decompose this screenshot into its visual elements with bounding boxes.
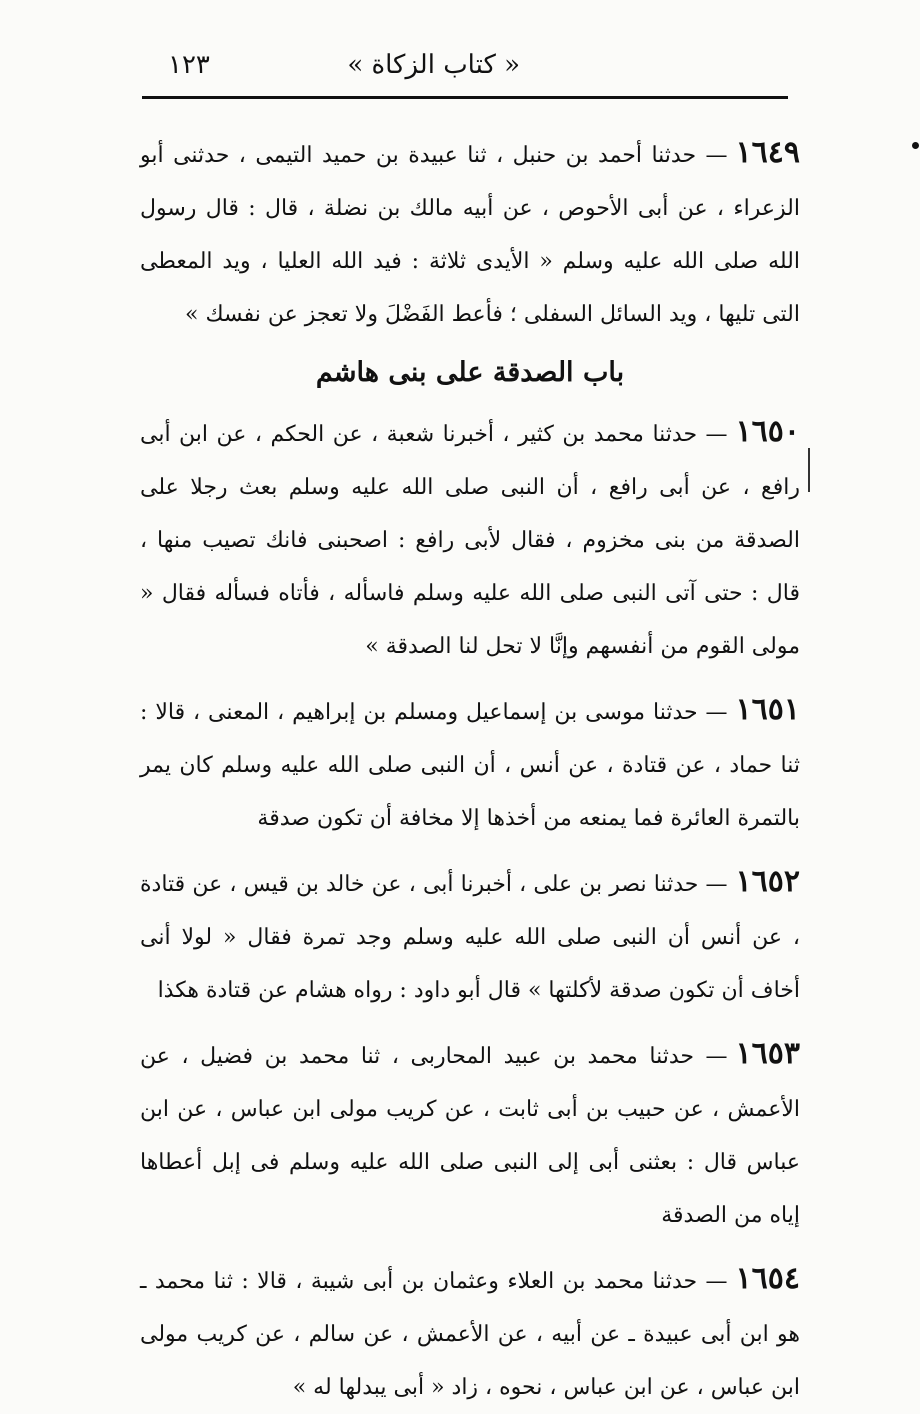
- hadith-text: — حدثنا أحمد بن حنبل ، ثنا عبيدة بن حميد التيمى ، حدثنى أبو الزعراء ، عن أبى الأحوص ، عن أبيه مالك بن نضلة ، قال : قال رسول الله صلى الله عليه وسلم « الأيدى ثلاثة : فيد الله العليا ، ويد المعطى التى تليها ، ويد السائل السفلى ؛ فأعط الفَضْلَ ولا تعجز عن نفسك »: [140, 143, 800, 327]
- hadith-text: — حدثنا محمد بن كثير ، أخبرنا شعبة ، عن الحكم ، عن ابن أبى رافع ، عن أبى رافع ، أن النبى صلى الله عليه وسلم بعث رجلا على الصدقة من بنى مخزوم ، فقال لأبى رافع : اصحبنى فانك تصيب منها ، قال : حتى آتى النبى صلى الله عليه وسلم فاسأله ، فأتاه فسأله فقال « مولى القوم من أنفسهم وإنَّا لا تحل لنا الصدقة »: [140, 422, 800, 659]
- hadith-number: ١٦٥٤: [735, 1261, 800, 1296]
- chapter-heading: باب الصدقة على بنى هاشم: [315, 357, 625, 388]
- book-page: [120, 40, 800, 1400]
- hadith-1652: [140, 855, 800, 1017]
- hadith-1653: [140, 1027, 800, 1242]
- body-text: [140, 126, 800, 1414]
- hadith-number: ١٦٥٢: [735, 864, 800, 899]
- hadith-text: — حدثنا محمد بن عبيد المحاربى ، ثنا محمد بن فضيل ، عن الأعمش ، عن حبيب بن أبى ثابت ، عن كريب مولى ابن عباس ، عن ابن عباس قال : بعثنى أبى إلى النبى صلى الله عليه وسلم فى إبل أعطاها إياه من الصدقة: [140, 1044, 800, 1228]
- hadith-1654: [140, 1252, 800, 1414]
- chapter-title: « كتاب الزكاة »: [347, 50, 520, 80]
- hadith-text: — حدثنا نصر بن على ، أخبرنا أبى ، عن خالد بن قيس ، عن قتادة ، عن أنس أن النبى صلى الله عليه وسلم وجد تمرة فقال « لولا أنى أخاف أن تكون صدقة لأكلتها » قال أبو داود : رواه هشام عن قتادة هكذا: [140, 872, 800, 1003]
- hadith-1649: [140, 126, 800, 341]
- hadith-text: — حدثنا محمد بن العلاء وعثمان بن أبى شيبة ، قالا : ثنا محمد ـ هو ابن أبى عبيدة ـ عن أبيه ، عن الأعمش ، عن سالم ، عن كريب مولى ابن عباس ، عن ابن عباس ، نحوه ، زاد « أبى يبدلها له »: [140, 1269, 800, 1400]
- hadith-1650: [140, 405, 800, 673]
- hadith-number: ١٦٤٩: [735, 135, 800, 170]
- hadith-text: — حدثنا موسى بن إسماعيل ومسلم بن إبراهيم ، المعنى ، قالا : ثنا حماد ، عن قتادة ، عن أنس ، أن النبى صلى الله عليه وسلم كان يمر بالتمرة العائرة فما يمنعه من أخذها إلا مخافة أن تكون صدقة: [140, 700, 800, 831]
- hadith-number: ١٦٥٠: [735, 414, 800, 449]
- running-head: [140, 40, 790, 98]
- header-rule: [142, 96, 788, 99]
- page-number: ١٢٣: [168, 50, 210, 80]
- hadith-1651: [140, 683, 800, 845]
- hadith-number: ١٦٥٣: [735, 1036, 800, 1071]
- edge-mark: [912, 142, 919, 149]
- hadith-number: ١٦٥١: [735, 692, 800, 727]
- margin-mark: [808, 448, 810, 492]
